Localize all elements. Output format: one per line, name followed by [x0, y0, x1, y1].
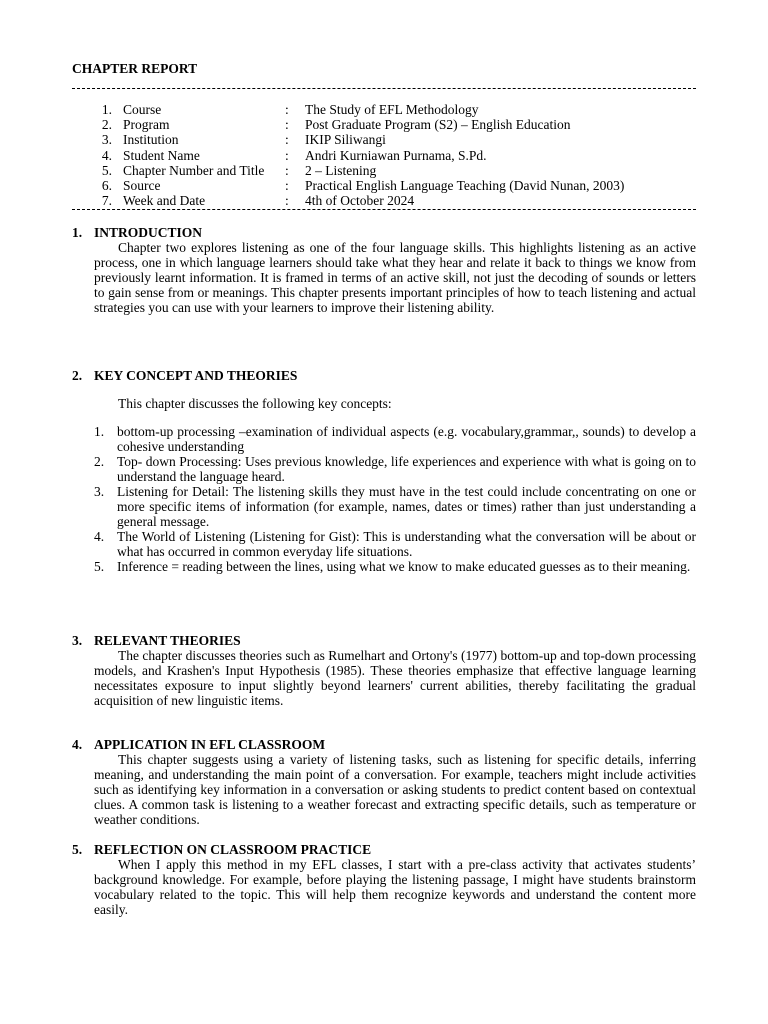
list-item: [94, 559, 696, 574]
info-row-value: The Study of EFL Methodology: [305, 102, 479, 117]
list-item-number: 2.: [94, 454, 105, 469]
document-title: CHAPTER REPORT: [72, 61, 198, 76]
info-row: [98, 117, 698, 132]
section-number: 3.: [72, 633, 83, 648]
relevant-theories-paragraph: The chapter discusses theories such as Rumelhart and Ortony's (1977) bottom-up and top-down processing models, and Krashen's Input Hypothesis (1985). These theories emphasize that effective language learning necessitates exposure to input slightly beyond learners' current abilities, thereby facilitating the gradual acquisition of new linguistic items.: [94, 648, 696, 709]
info-row-label: Week and Date: [123, 193, 206, 209]
section-heading-reflection: [72, 842, 371, 858]
info-row-separator: :: [285, 132, 289, 148]
list-item-text: Inference = reading between the lines, using what we know to make educated guesses as to their meaning.: [117, 559, 691, 574]
info-row-number: 2.: [101, 117, 112, 133]
section-number: 2.: [72, 368, 83, 383]
section-heading-introduction: [72, 225, 202, 241]
info-row: [98, 132, 698, 147]
info-row-label: Student Name: [123, 147, 200, 163]
section-number: 4.: [72, 737, 83, 752]
info-row-separator: :: [285, 162, 289, 178]
section-heading-key-concepts: [72, 368, 297, 384]
info-row-label: Source: [123, 177, 161, 193]
section-heading-application: [72, 737, 325, 753]
info-row-number: 7.: [101, 193, 112, 209]
info-row: [98, 163, 698, 178]
info-row-label: Program: [123, 117, 170, 133]
key-concepts-intro: This chapter discusses the following key concepts:: [118, 396, 392, 411]
info-row-value: IKIP Siliwangi: [305, 132, 386, 148]
info-row-number: 5.: [101, 162, 112, 178]
info-row-value: Post Graduate Program (S2) – English Education: [305, 117, 571, 133]
key-concepts-list: [94, 424, 696, 574]
top-divider: [72, 88, 696, 89]
reflection-paragraph: When I apply this method in my EFL classes, I start with a pre-class activity that activates students’ background knowledge. For example, before playing the listening passage, I might have students brainstorm vocabulary related to the topic. This will help them recognize keywords and understand the content more easily.: [94, 857, 696, 918]
info-row: [98, 178, 698, 193]
list-item-number: 1.: [94, 424, 105, 439]
list-item: [94, 424, 696, 454]
list-item-text: The World of Listening (Listening for Gist): This is understanding what the conversation will be about or what has occurred in common everyday life situations.: [117, 529, 696, 559]
section-title: RELEVANT THEORIES: [94, 633, 241, 648]
info-row-separator: :: [285, 193, 289, 209]
list-item-number: 4.: [94, 529, 105, 544]
info-row-value: 2 – Listening: [305, 162, 377, 178]
section-title: REFLECTION ON CLASSROOM PRACTICE: [94, 842, 372, 857]
info-row: [98, 193, 698, 208]
list-item-text: bottom-up processing –examination of individual aspects (e.g. vocabulary,grammar,, sounds) to develop a cohesive understanding: [117, 424, 696, 454]
list-item: [94, 529, 696, 559]
list-item: [94, 484, 696, 529]
info-row-number: 6.: [101, 177, 112, 193]
info-row-value: Andri Kurniawan Purnama, S.Pd.: [305, 147, 487, 163]
info-row-separator: :: [285, 117, 289, 133]
info-row-label: Course: [123, 102, 162, 117]
section-title: APPLICATION IN EFL CLASSROOM: [94, 737, 326, 752]
section-heading-relevant-theories: [72, 633, 241, 649]
report-info-table: [98, 102, 698, 208]
info-row-label: Institution: [123, 132, 179, 148]
list-item: [94, 454, 696, 484]
bottom-divider: [72, 209, 696, 210]
info-row-value: 4th of October 2024: [305, 193, 415, 209]
section-number: 5.: [72, 842, 83, 857]
section-title: KEY CONCEPT AND THEORIES: [94, 368, 298, 383]
info-row: [98, 102, 698, 117]
application-paragraph: This chapter suggests using a variety of listening tasks, such as listening for specific details, inferring meaning, and understanding the main point of a conversation. For example, teachers might include activities such as identifying key information in a conversation or asking students to predict content based on contextual clues. A common task is listening to a weather forecast and extracting specific details, such as temperature or weather conditions.: [94, 752, 696, 828]
introduction-paragraph: Chapter two explores listening as one of the four language skills. This highlights listening as an active process, one in which language learners should take what they hear and relate it back to things we know from previously learnt information. It is framed in terms of an active skill, not just the decoding of sounds or letters to gain sense from or meanings. This chapter presents important principles of how to teach listening and actual strategies you can use with your learners to improve their listening ability.: [94, 240, 696, 316]
info-row-value: Practical English Language Teaching (David Nunan, 2003): [305, 177, 625, 193]
section-number: 1.: [72, 225, 83, 240]
section-title: INTRODUCTION: [94, 225, 203, 240]
document-page: [72, 0, 696, 1024]
info-row-separator: :: [285, 102, 289, 117]
list-item-number: 3.: [94, 484, 105, 499]
info-row-separator: :: [285, 177, 289, 193]
info-row-separator: :: [285, 147, 289, 163]
list-item-number: 5.: [94, 559, 105, 574]
info-row-label: Chapter Number and Title: [123, 162, 265, 178]
info-row: [98, 148, 698, 163]
info-row-number: 3.: [101, 132, 112, 148]
list-item-text: Listening for Detail: The listening skills they must have in the test could include concentrating on one or more specific items of information (for example, names, dates or times) rather than just understanding a general message.: [117, 484, 696, 529]
info-row-number: 1.: [101, 102, 112, 117]
list-item-text: Top- down Processing: Uses previous knowledge, life experiences and experience with what is going on to understand the language heard.: [117, 454, 696, 484]
info-row-number: 4.: [101, 147, 112, 163]
